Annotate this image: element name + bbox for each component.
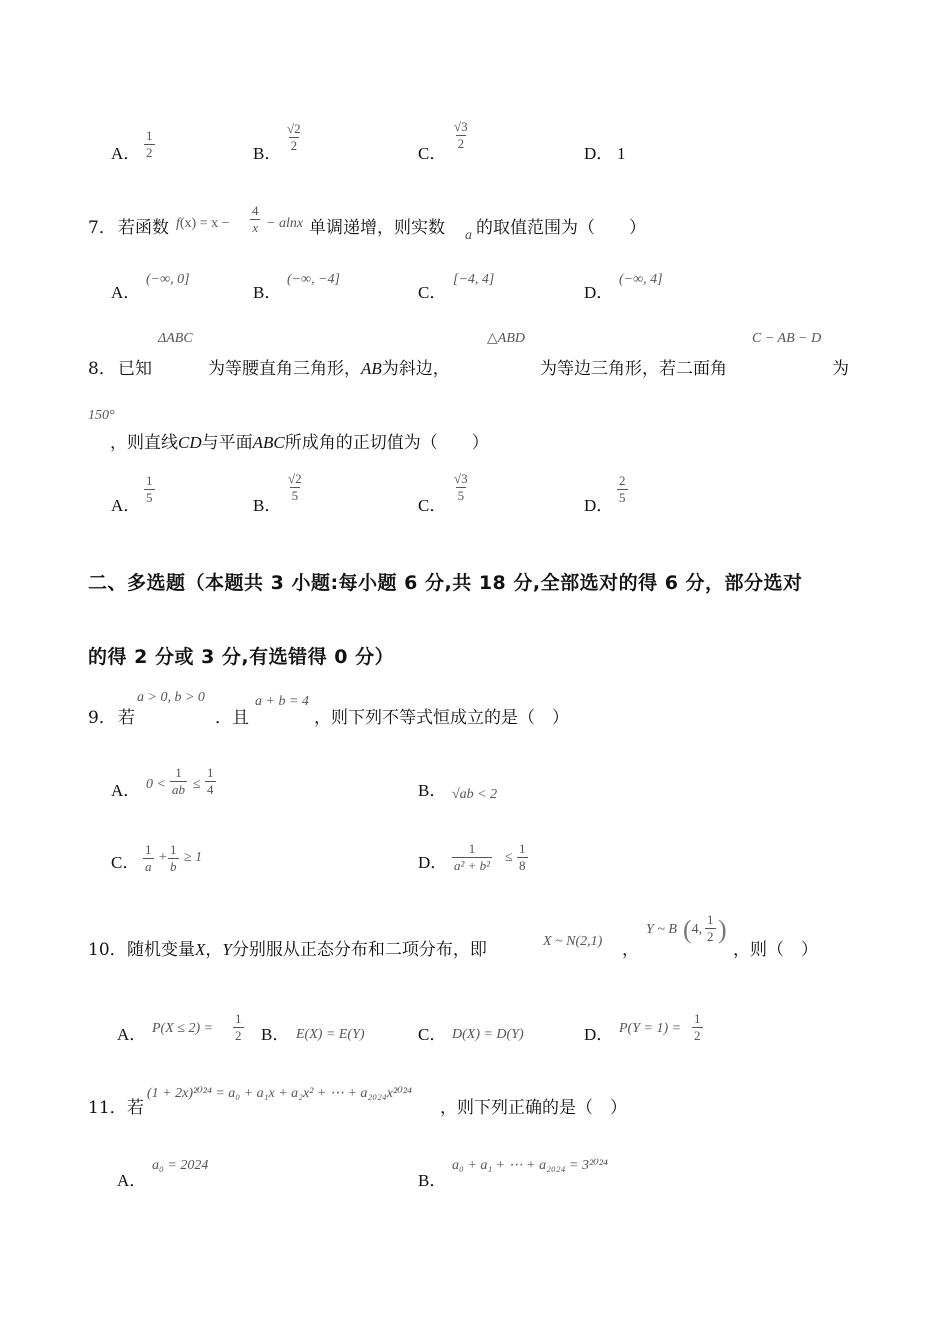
fraction-denominator: 2 (457, 136, 465, 151)
q7-function-expr (176, 216, 230, 232)
q10-number: 10． (88, 940, 127, 960)
q9-option-a-frac2 (205, 766, 216, 797)
q10-option-b-label: B． (261, 1025, 290, 1044)
q9-math-sum: a + b = 4 (255, 694, 309, 709)
fraction-denominator: 5 (146, 490, 153, 505)
q10-var-x: X (195, 940, 206, 959)
q11-option-a-label: A． (117, 1171, 147, 1190)
q11-option-b-label: B． (418, 1171, 447, 1190)
fraction-denominator: ab (172, 782, 185, 797)
q6-option-c-label: C． (418, 144, 447, 163)
fraction-denominator: 2 (235, 1028, 242, 1043)
func-eq: = x − (196, 216, 230, 231)
fraction-denominator: 5 (619, 490, 626, 505)
q7-option-d-label: D． (584, 283, 614, 302)
q11-number: 11． (88, 1098, 127, 1118)
func-arg: (x) (179, 216, 197, 231)
q6-option-b-label: B． (253, 144, 282, 163)
q9-option-b-value: √ab < 2 (452, 787, 498, 802)
section-heading-line-1: 二、多选题（本题共 3 小题:每小题 6 分,共 18 分,全部选对的得 6 分，部分选对 (88, 572, 803, 594)
q9-option-c-tail: ≥ 1 (184, 850, 203, 865)
q7-text-pre: 若函数 (118, 218, 169, 238)
q11-expansion-expr: (1 + 2x)²⁰²⁴ = a₀ + a₁x + a₂x² + ⋯ + a₂₀₂₄x²⁰²⁴ (147, 1086, 412, 1101)
q7-option-b-value: (−∞, −4] (287, 272, 340, 287)
q8-line2-b: 与平面 (201, 433, 253, 453)
q10-option-c-label: C． (418, 1025, 447, 1044)
q8-math-150: 150° (88, 408, 115, 423)
q9-option-a-pre: 0 < (146, 777, 166, 792)
q8-option-c-fraction (452, 472, 470, 503)
fraction-numerator: √2 (288, 471, 302, 486)
q8-text-2a: 为等腰直角三角形， (208, 359, 361, 379)
section-heading-line-2: 的得 2 分或 3 分,有选错得 0 分） (88, 646, 395, 668)
fraction-numerator: 1 (175, 765, 182, 780)
q9-text-2: ．且 (215, 708, 249, 728)
q7-option-c-value: [−4, 4] (453, 272, 495, 287)
q10-var-y: Y (222, 940, 232, 959)
q7-fraction (250, 204, 261, 235)
fraction-numerator: 1 (146, 128, 153, 143)
q10-option-a-label: A． (117, 1025, 147, 1044)
q8-text-2c: 为斜边， (381, 359, 450, 379)
fraction-numerator: 1 (170, 842, 177, 857)
q8-math-dihedral: C − AB − D (752, 331, 822, 346)
q9-option-d-frac2 (517, 842, 528, 873)
q6-option-d-label: D． (584, 144, 614, 163)
q10-text-3: ，则（ ） (733, 940, 818, 960)
fraction-denominator: 5 (291, 488, 299, 503)
q7-aln-term: − alnx (266, 216, 304, 231)
q10-option-b-value: E(X) = E(Y) (296, 1027, 365, 1042)
q11-text-2: ，则下列正确的是（ ） (440, 1098, 627, 1118)
q9-text-1: 若 (118, 708, 135, 728)
q9-option-c-frac2 (168, 843, 179, 874)
q9-number: 9． (88, 708, 116, 728)
left-paren-icon: ( (683, 915, 692, 944)
q8-option-b-label: B． (253, 496, 282, 515)
q10-math-normal: X ~ N(2,1) (543, 934, 603, 949)
q7-option-d-value: (−∞, 4] (619, 272, 663, 287)
q10-option-d-fraction (692, 1012, 703, 1043)
q8-text-4: 为 (832, 359, 849, 379)
q10-comma: ， (205, 940, 223, 960)
q10-text-2: 分别服从正态分布和二项分布，即 (231, 940, 487, 960)
q6-option-c-fraction (452, 120, 470, 151)
q9-option-d-frac1 (452, 842, 492, 873)
q10-option-c-value: D(X) = D(Y) (452, 1027, 524, 1042)
q6-option-b-fraction (285, 122, 303, 153)
fraction-numerator: 1 (145, 842, 152, 857)
q10-binomial-n: 4, (691, 922, 703, 938)
q7-text-tail: 的取值范围为（ ） (476, 218, 646, 238)
q7-option-a-label: A． (111, 283, 141, 302)
fraction-numerator: 1 (207, 765, 214, 780)
q9-option-b-label: B． (418, 781, 447, 800)
q8-abc: ABC (252, 433, 285, 452)
q10-sep: ， (622, 940, 639, 960)
q11-text-1: 若 (127, 1098, 144, 1118)
fraction-numerator: √3 (454, 471, 468, 486)
fraction-denominator: 2 (707, 929, 714, 944)
q10-text-1 (127, 940, 487, 960)
q9-option-c-plus: + (158, 850, 168, 865)
q8-option-a-fraction (144, 474, 155, 505)
q8-line2-a: ，则直线 (110, 433, 178, 453)
fraction-numerator: 4 (252, 203, 259, 218)
q7-option-b-label: B． (253, 283, 282, 302)
q8-text-1: 已知 (118, 359, 152, 379)
q8-math-abc: ΔABC (158, 331, 193, 346)
q9-option-c-frac1 (143, 843, 154, 874)
fraction-numerator: 1 (235, 1011, 242, 1026)
q10-math-binomial: Y ~ B (646, 922, 677, 937)
fraction-denominator: x (252, 220, 259, 235)
fraction-denominator: b (170, 859, 177, 874)
q9-option-d-mid: ≤ (505, 850, 513, 865)
q10-option-d-value: P(Y = 1) = (619, 1021, 682, 1036)
fraction-denominator: 2 (694, 1028, 701, 1043)
q7-text-post: 单调递增，则实数 (309, 218, 445, 238)
q10-option-d-label: D． (584, 1025, 614, 1044)
q8-option-b-fraction (286, 472, 304, 503)
q11-option-a-value: a₀ = 2024 (152, 1158, 209, 1173)
q8-option-d-label: D． (584, 496, 614, 515)
fraction-denominator: a (145, 859, 152, 874)
fraction-numerator: √3 (454, 119, 468, 134)
right-paren-icon: ) (718, 915, 727, 944)
q9-option-d-label: D． (418, 853, 448, 872)
q8-cd: CD (178, 433, 202, 452)
q9-option-a-mid: ≤ (193, 777, 201, 792)
q8-text-2 (208, 359, 450, 379)
q8-option-a-label: A． (111, 496, 141, 515)
q10-binomial-p (705, 913, 716, 944)
q10-binomial-paren (683, 915, 703, 944)
q8-ab: AB (361, 359, 382, 378)
q8-text-3: 为等边三角形，若二面角 (540, 359, 727, 379)
q10-option-a-value: P(X ≤ 2) = (152, 1021, 214, 1036)
q6-option-d-value: 1 (617, 144, 626, 163)
q9-option-a-label: A． (111, 781, 141, 800)
q8-option-c-label: C． (418, 496, 447, 515)
q10-text-1a: 随机变量 (127, 940, 195, 960)
q6-option-a-fraction (144, 129, 155, 160)
q8-line2-c: 所成角的正切值为（ ） (284, 433, 489, 453)
fraction-denominator: 5 (457, 488, 465, 503)
q10-option-a-fraction (233, 1012, 244, 1043)
q8-option-d-fraction (617, 474, 628, 505)
q11-option-b-value: a₀ + a₁ + ⋯ + a₂₀₂₄ = 3²⁰²⁴ (452, 1158, 608, 1173)
fraction-denominator: 8 (519, 858, 526, 873)
q9-option-c-label: C． (111, 853, 140, 872)
q9-math-positive: a > 0, b > 0 (137, 690, 205, 705)
fraction-denominator: 4 (207, 782, 214, 797)
q6-option-a-label: A． (111, 144, 141, 163)
q7-var-a: a (465, 228, 472, 243)
fraction-numerator: 2 (619, 473, 626, 488)
fraction-denominator: a² + b² (454, 858, 491, 873)
fraction-numerator: 1 (468, 841, 476, 856)
q7-option-a-value: (−∞, 0] (146, 272, 190, 287)
fraction-numerator: 1 (519, 841, 526, 856)
fraction-denominator: 2 (290, 138, 298, 153)
fraction-denominator: 2 (146, 145, 153, 160)
q7-number: 7． (88, 218, 116, 238)
fraction-numerator: 1 (694, 1011, 701, 1026)
q8-line-2 (110, 433, 489, 453)
q8-number: 8． (88, 359, 116, 379)
q9-text-3: ，则下列不等式恒成立的是（ ） (314, 708, 569, 728)
fraction-numerator: √2 (287, 121, 301, 136)
fraction-numerator: 1 (146, 473, 153, 488)
q8-math-abd: △ABD (487, 331, 525, 346)
q9-option-a-frac1 (170, 766, 187, 797)
func-name: f (176, 216, 180, 231)
q7-option-c-label: C． (418, 283, 447, 302)
fraction-numerator: 1 (707, 912, 714, 927)
